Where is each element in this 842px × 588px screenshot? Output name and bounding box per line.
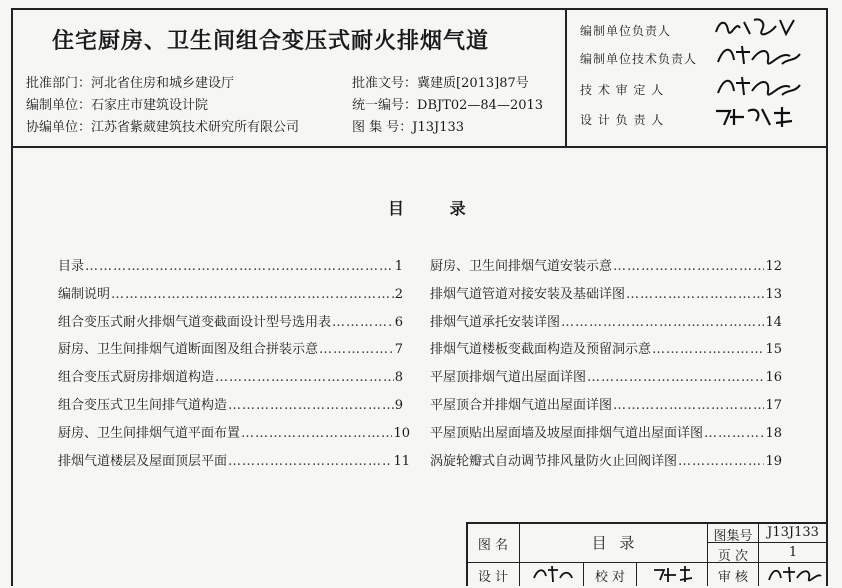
toc-entry-title: 平屋顶排烟气道出屋面详图	[430, 370, 587, 385]
signature-label-tech-head: 编制单位技术负责人	[580, 52, 698, 66]
toc-leader-dots	[678, 454, 764, 469]
toc-entry-page: 2	[394, 287, 403, 302]
approval-dept-label: 批准部门：	[26, 76, 92, 91]
tb-drawing-name-label: 图 名	[477, 538, 509, 553]
assist-unit-value: 江苏省紫葳建筑技术研究所有限公司	[91, 120, 300, 135]
toc-entry-title: 排烟气道楼板变截面构造及预留洞示意	[430, 342, 652, 357]
toc-entry-page: 19	[765, 454, 782, 469]
toc-entry-title: 厨房、卫生间排烟气道平面布置	[58, 426, 241, 441]
tb-design-label: 设 计	[477, 570, 509, 585]
tb-row-divider	[466, 562, 707, 563]
toc-entry-title: 排烟气道楼层及屋面顶层平面	[58, 454, 228, 469]
tb-review-label: 审 核	[717, 570, 749, 585]
toc-entry-title: 排烟气道管道对接安装及基础详图	[430, 287, 626, 302]
approval-no-label: 批准文号：	[352, 76, 418, 91]
toc-entry-title: 编制说明	[58, 287, 111, 302]
toc-entry-page: 15	[765, 342, 782, 357]
toc-entry-title: 厨房、卫生间排烟气道安装示意	[430, 259, 613, 274]
toc-entry[interactable]	[58, 283, 403, 303]
toc-leader-dots	[241, 426, 392, 441]
assist-unit	[26, 116, 299, 135]
toc-entry-title: 平屋顶贴出屋面墙及坡屋面排烟气道出屋面详图	[430, 426, 704, 441]
toc-entry[interactable]	[58, 450, 410, 470]
toc-entry[interactable]	[58, 255, 403, 275]
tb-v3	[636, 562, 637, 586]
tb-atlas-no: J13J133	[767, 525, 819, 540]
handwritten-signature-2	[710, 42, 805, 68]
tb-v2	[583, 562, 584, 586]
toc-entry-title: 涡旋轮瓣式自动调节排风量防火止回阀详图	[430, 454, 678, 469]
tb-v1	[519, 522, 520, 586]
toc-entry[interactable]	[58, 338, 403, 358]
tb-page-label: 页 次	[717, 549, 749, 564]
unified-no	[352, 94, 543, 113]
toc-entry-page: 8	[394, 370, 403, 385]
tb-review-signature	[765, 564, 823, 584]
toc-entry-page: 17	[765, 398, 782, 413]
toc-entry-page: 7	[394, 342, 403, 357]
toc-heading: 目 录	[388, 199, 486, 218]
toc-leader-dots	[704, 426, 764, 441]
toc-entry-page: 9	[394, 398, 403, 413]
toc-entry[interactable]	[58, 366, 403, 386]
toc-leader-dots	[111, 287, 394, 302]
toc-entry-title: 组合变压式耐火排烟气道变截面设计型号选用表	[58, 315, 332, 330]
signature-label-tech-review: 技 术 审 定 人	[580, 83, 665, 97]
toc-entry-page: 13	[765, 287, 782, 302]
toc-leader-dots	[319, 342, 394, 357]
toc-entry[interactable]	[430, 338, 782, 358]
tb-check-signature	[650, 564, 696, 584]
toc-leader-dots	[613, 398, 764, 413]
toc-entry[interactable]	[58, 394, 403, 414]
toc-leader-dots	[228, 454, 392, 469]
toc-entry-page: 18	[765, 426, 782, 441]
toc-leader-dots	[561, 315, 764, 330]
toc-entry-title: 组合变压式卫生间排气道构造	[58, 398, 228, 413]
unified-no-value: DBJT02—84—2013	[417, 98, 544, 113]
tb-drawing-name: 目 录	[591, 534, 639, 552]
toc-leader-dots	[85, 259, 394, 274]
toc-entry[interactable]	[430, 394, 782, 414]
atlas-no-value: J13J133	[412, 120, 465, 135]
tb-left	[466, 522, 468, 586]
toc-entry[interactable]	[430, 422, 782, 442]
compile-unit-value: 石家庄市建筑设计院	[91, 98, 209, 113]
toc-entry[interactable]	[58, 422, 410, 442]
approval-no-value: 冀建质[2013]87号	[417, 76, 529, 91]
approval-dept	[26, 72, 234, 91]
toc-entry-page: 10	[393, 426, 410, 441]
tb-top	[466, 522, 827, 524]
handwritten-signature-3	[710, 73, 805, 99]
unified-no-label: 统一编号：	[352, 98, 418, 113]
toc-entry-page: 11	[393, 454, 410, 469]
toc-entry-title: 平屋顶合并排烟气道出屋面详图	[430, 398, 613, 413]
assist-unit-label: 协编单位：	[26, 120, 92, 135]
toc-entry[interactable]	[430, 311, 782, 331]
toc-entry[interactable]	[430, 450, 782, 470]
toc-entry[interactable]	[430, 283, 782, 303]
toc-entry-title: 排烟气道承托安装详图	[430, 315, 561, 330]
toc-entry-title: 组合变压式厨房排烟道构造	[58, 370, 215, 385]
header-divider	[11, 146, 828, 148]
tb-page: 1	[788, 545, 798, 560]
toc-entry-page: 6	[394, 315, 403, 330]
toc-entry-page: 1	[394, 259, 403, 274]
frame-top	[11, 8, 827, 10]
toc-leader-dots	[215, 370, 394, 385]
frame-left	[11, 8, 13, 586]
atlas-no	[352, 116, 464, 135]
approval-no	[352, 72, 529, 91]
header-vertical-divider	[565, 8, 567, 147]
toc-entry-title: 厨房、卫生间排烟气道断面图及组合拼装示意	[58, 342, 319, 357]
signature-label-design-head: 设 计 负 责 人	[580, 113, 665, 127]
toc-entry[interactable]	[430, 255, 782, 275]
toc-leader-dots	[228, 398, 394, 413]
toc-entry[interactable]	[58, 311, 403, 331]
toc-leader-dots	[652, 342, 764, 357]
toc-leader-dots	[332, 315, 394, 330]
compile-unit	[26, 94, 208, 113]
frame-right	[826, 8, 828, 586]
toc-entry-page: 12	[765, 259, 782, 274]
approval-dept-value: 河北省住房和城乡建设厅	[91, 76, 235, 91]
signature-label-unit-head: 编制单位负责人	[580, 24, 672, 38]
toc-entry-page: 14	[765, 315, 782, 330]
toc-leader-dots	[587, 370, 764, 385]
handwritten-signature-4	[710, 103, 805, 129]
handwritten-signature-1	[710, 14, 805, 40]
toc-entry[interactable]	[430, 366, 782, 386]
toc-leader-dots	[626, 287, 764, 302]
toc-leader-dots	[613, 259, 764, 274]
tb-v5	[758, 522, 759, 586]
toc-entry-page: 16	[765, 370, 782, 385]
tb-atlas-no-label: 图集号	[713, 529, 753, 544]
tb-design-signature	[530, 564, 576, 584]
tb-check-label: 校 对	[594, 570, 626, 585]
document-title: 住宅厨房、卫生间组合变压式耐火排烟气道	[52, 29, 490, 54]
toc-entry-title: 目录	[58, 259, 85, 274]
compile-unit-label: 编制单位：	[26, 98, 92, 113]
atlas-no-label: 图 集 号：	[352, 120, 413, 135]
